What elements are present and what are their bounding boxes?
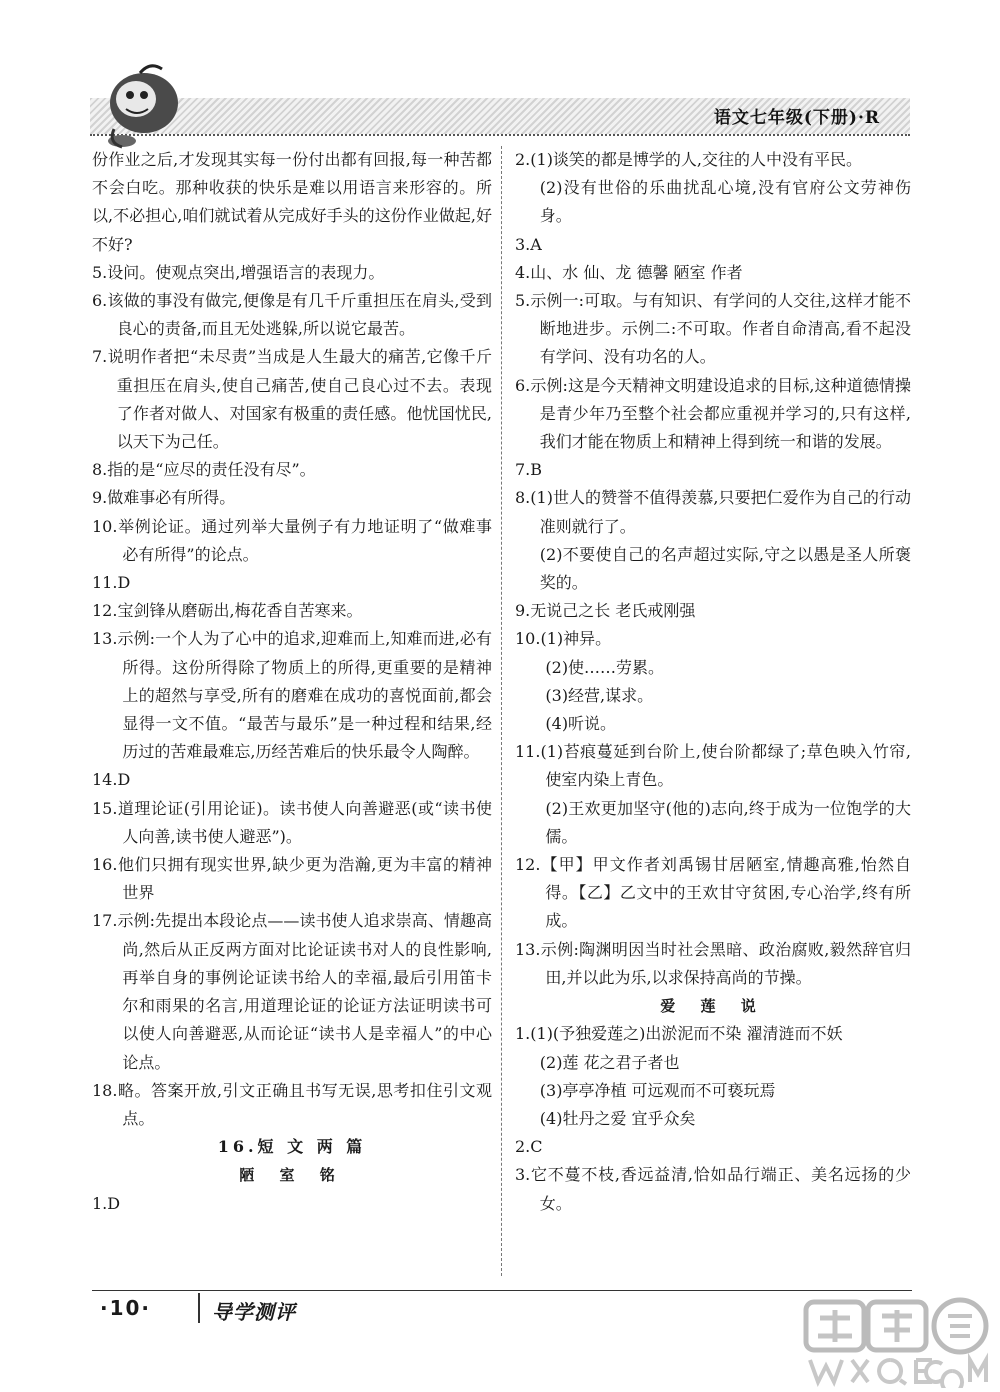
header-dotted-rule	[90, 134, 910, 136]
section-heading: 爱 莲 说	[660, 997, 766, 1016]
column-divider	[501, 146, 502, 1276]
answer-item: (2)莲 花之君子者也	[539, 1052, 680, 1072]
answer-item: 14.D	[92, 770, 131, 790]
answer-item: 17.示例:先提出本段论点——读书使人追求崇高、情趣高尚,然后从正反两方面对比论证读书对人的良性影响,再举自身的事例论证读书给人的幸福,最后引用笛卡尔和雨果的名言,用道理论证的论证方法证明读书可以使人向善避恶,从而论证“读书人是幸福人”的中心论点。	[92, 911, 492, 1072]
answer-item: 3.A	[515, 234, 542, 254]
answer-item: 4.山、水 仙、龙 德馨 陋室 作者	[515, 262, 743, 282]
mascot-icon	[92, 55, 202, 155]
answer-item: 9.做难事必有所得。	[92, 488, 236, 508]
answer-item: 1.(1)(予独爱莲之)出淤泥而不染 濯清涟而不妖	[515, 1024, 843, 1044]
page-number: ·10·	[100, 1296, 152, 1320]
answer-item: 7.说明作者把“未尽责”当成是人生最大的痛苦,它像千斤重担压在肩头,使自己痛苦,使自己良心过不去。表现了作者对做人、对国家有极重的责任感。他忧国忧民,以天下为己任。	[92, 347, 492, 452]
answer-item: 15.道理论证(引用论证)。读书使人向善避恶(或“读书使人向善,读书使人避恶”)。	[92, 798, 492, 846]
answer-item: 6.示例:这是今天精神文明建设追求的目标,这种道德情操是青少年乃至整个社会都应重视并学习的,只有这样,我们才能在物质上和精神上得到统一和谐的发展。	[515, 375, 911, 452]
answer-item: 10.(1)神异。	[515, 629, 612, 649]
answer-item: 18.略。答案开放,引文正确且书写无误,思考扣住引文观点。	[92, 1080, 492, 1128]
right-column	[515, 146, 911, 1218]
answer-item: 13.示例:一个人为了心中的追求,迎难而上,知难而进,必有所得。这份所得除了物质上的所得,更重要的是精神上的超然与享受,所有的磨难在成功的喜悦面前,都会显得一文不值。“最苦与最乐”是一种过程和结果,经历过的苦难最难忘,历经苦难后的快乐最令人陶醉。	[92, 629, 492, 762]
answer-item: 5.设问。使观点突出,增强语言的表现力。	[92, 262, 385, 282]
answer-item: 13.示例:陶渊明因当时社会黑暗、政治腐败,毅然辞官归田,并以此为乐,以求保持高尚的节操。	[515, 939, 911, 987]
answer-item: (3)经营,谋求。	[545, 685, 654, 705]
answer-item: 8.(1)世人的赞誉不值得羡慕,只要把仁爱作为自己的行动准则就行了。	[515, 488, 911, 536]
answer-item: 10.举例论证。通过列举大量例子有力地证明了“做难事必有所得”的论点。	[92, 516, 492, 564]
answer-item: (4)牡丹之爱 宜乎众矣	[539, 1108, 696, 1128]
section-heading: 陋 室 铭	[239, 1166, 345, 1185]
answer-item: (4)听说。	[545, 714, 617, 734]
answer-item: 12.【甲】甲文作者刘禹锡甘居陋室,情趣高雅,怡然自得。【乙】乙文中的王欢甘守贫困,专心治学,终有所成。	[515, 855, 911, 931]
left-column	[92, 146, 492, 1218]
answer-item: 2.(1)谈笑的都是博学的人,交往的人中没有平民。	[515, 150, 863, 169]
answer-item: 8.指的是“应尽的责任没有尽”。	[92, 460, 316, 480]
footer-brand: 导学测评	[212, 1300, 296, 1324]
answer-item: 3.它不蔓不枝,香远益清,恰如品行端正、美名远扬的少女。	[515, 1165, 911, 1213]
answer-item: 1.D	[92, 1193, 121, 1213]
header-title: 语文七年级(下册)·R	[713, 108, 880, 128]
watermark-logo	[800, 1296, 995, 1388]
section-heading: 16.短 文 两 篇	[217, 1137, 367, 1157]
answer-item: (2)使……劳累。	[545, 657, 665, 677]
answer-item: (3)亭亭净植 可远观而不可亵玩焉	[539, 1080, 776, 1100]
answer-item: 16.他们只拥有现实世界,缺少更为浩瀚,更为丰富的精神世界	[92, 855, 492, 903]
answer-item: 9.无说己之长 老氏戒刚强	[515, 601, 696, 621]
footer-rule	[92, 1290, 912, 1291]
answer-item: 份作业之后,才发现其实每一份付出都有回报,每一种苦都不会白吃。那种收获的快乐是难以用语言来形容的。所以,不必担心,咱们就试着从完成好手头的这份作业做起,好不好?	[92, 150, 492, 254]
answer-item: 12.宝剑锋从磨砺出,梅花香自苦寒来。	[92, 601, 363, 621]
answer-item: 5.示例一:可取。与有知识、有学问的人交往,这样才能不断地进步。示例二:不可取。作者自命清高,看不起没有学问、没有功名的人。	[515, 291, 911, 367]
answer-item: 6.该做的事没有做完,便像是有几千斤重担压在肩头,受到良心的责备,而且无处逃躲,所以说它最苦。	[92, 291, 492, 339]
answer-item: 11.D	[92, 573, 131, 593]
answer-item: 2.C	[515, 1137, 543, 1157]
answer-item: (2)不要使自己的名声超过实际,守之以愚是圣人所褒奖的。	[539, 544, 911, 593]
answer-item: (2)没有世俗的乐曲扰乱心境,没有官府公文劳神伤身。	[539, 178, 911, 226]
answer-item: 7.B	[515, 460, 543, 480]
answer-item: (2)王欢更加坚守(他的)志向,终于成为一位饱学的大儒。	[545, 798, 911, 846]
answer-item: 11.(1)苔痕蔓延到台阶上,使台阶都绿了;草色映入竹帘,使室内染上青色。	[515, 742, 911, 790]
footer-separator	[198, 1293, 200, 1323]
